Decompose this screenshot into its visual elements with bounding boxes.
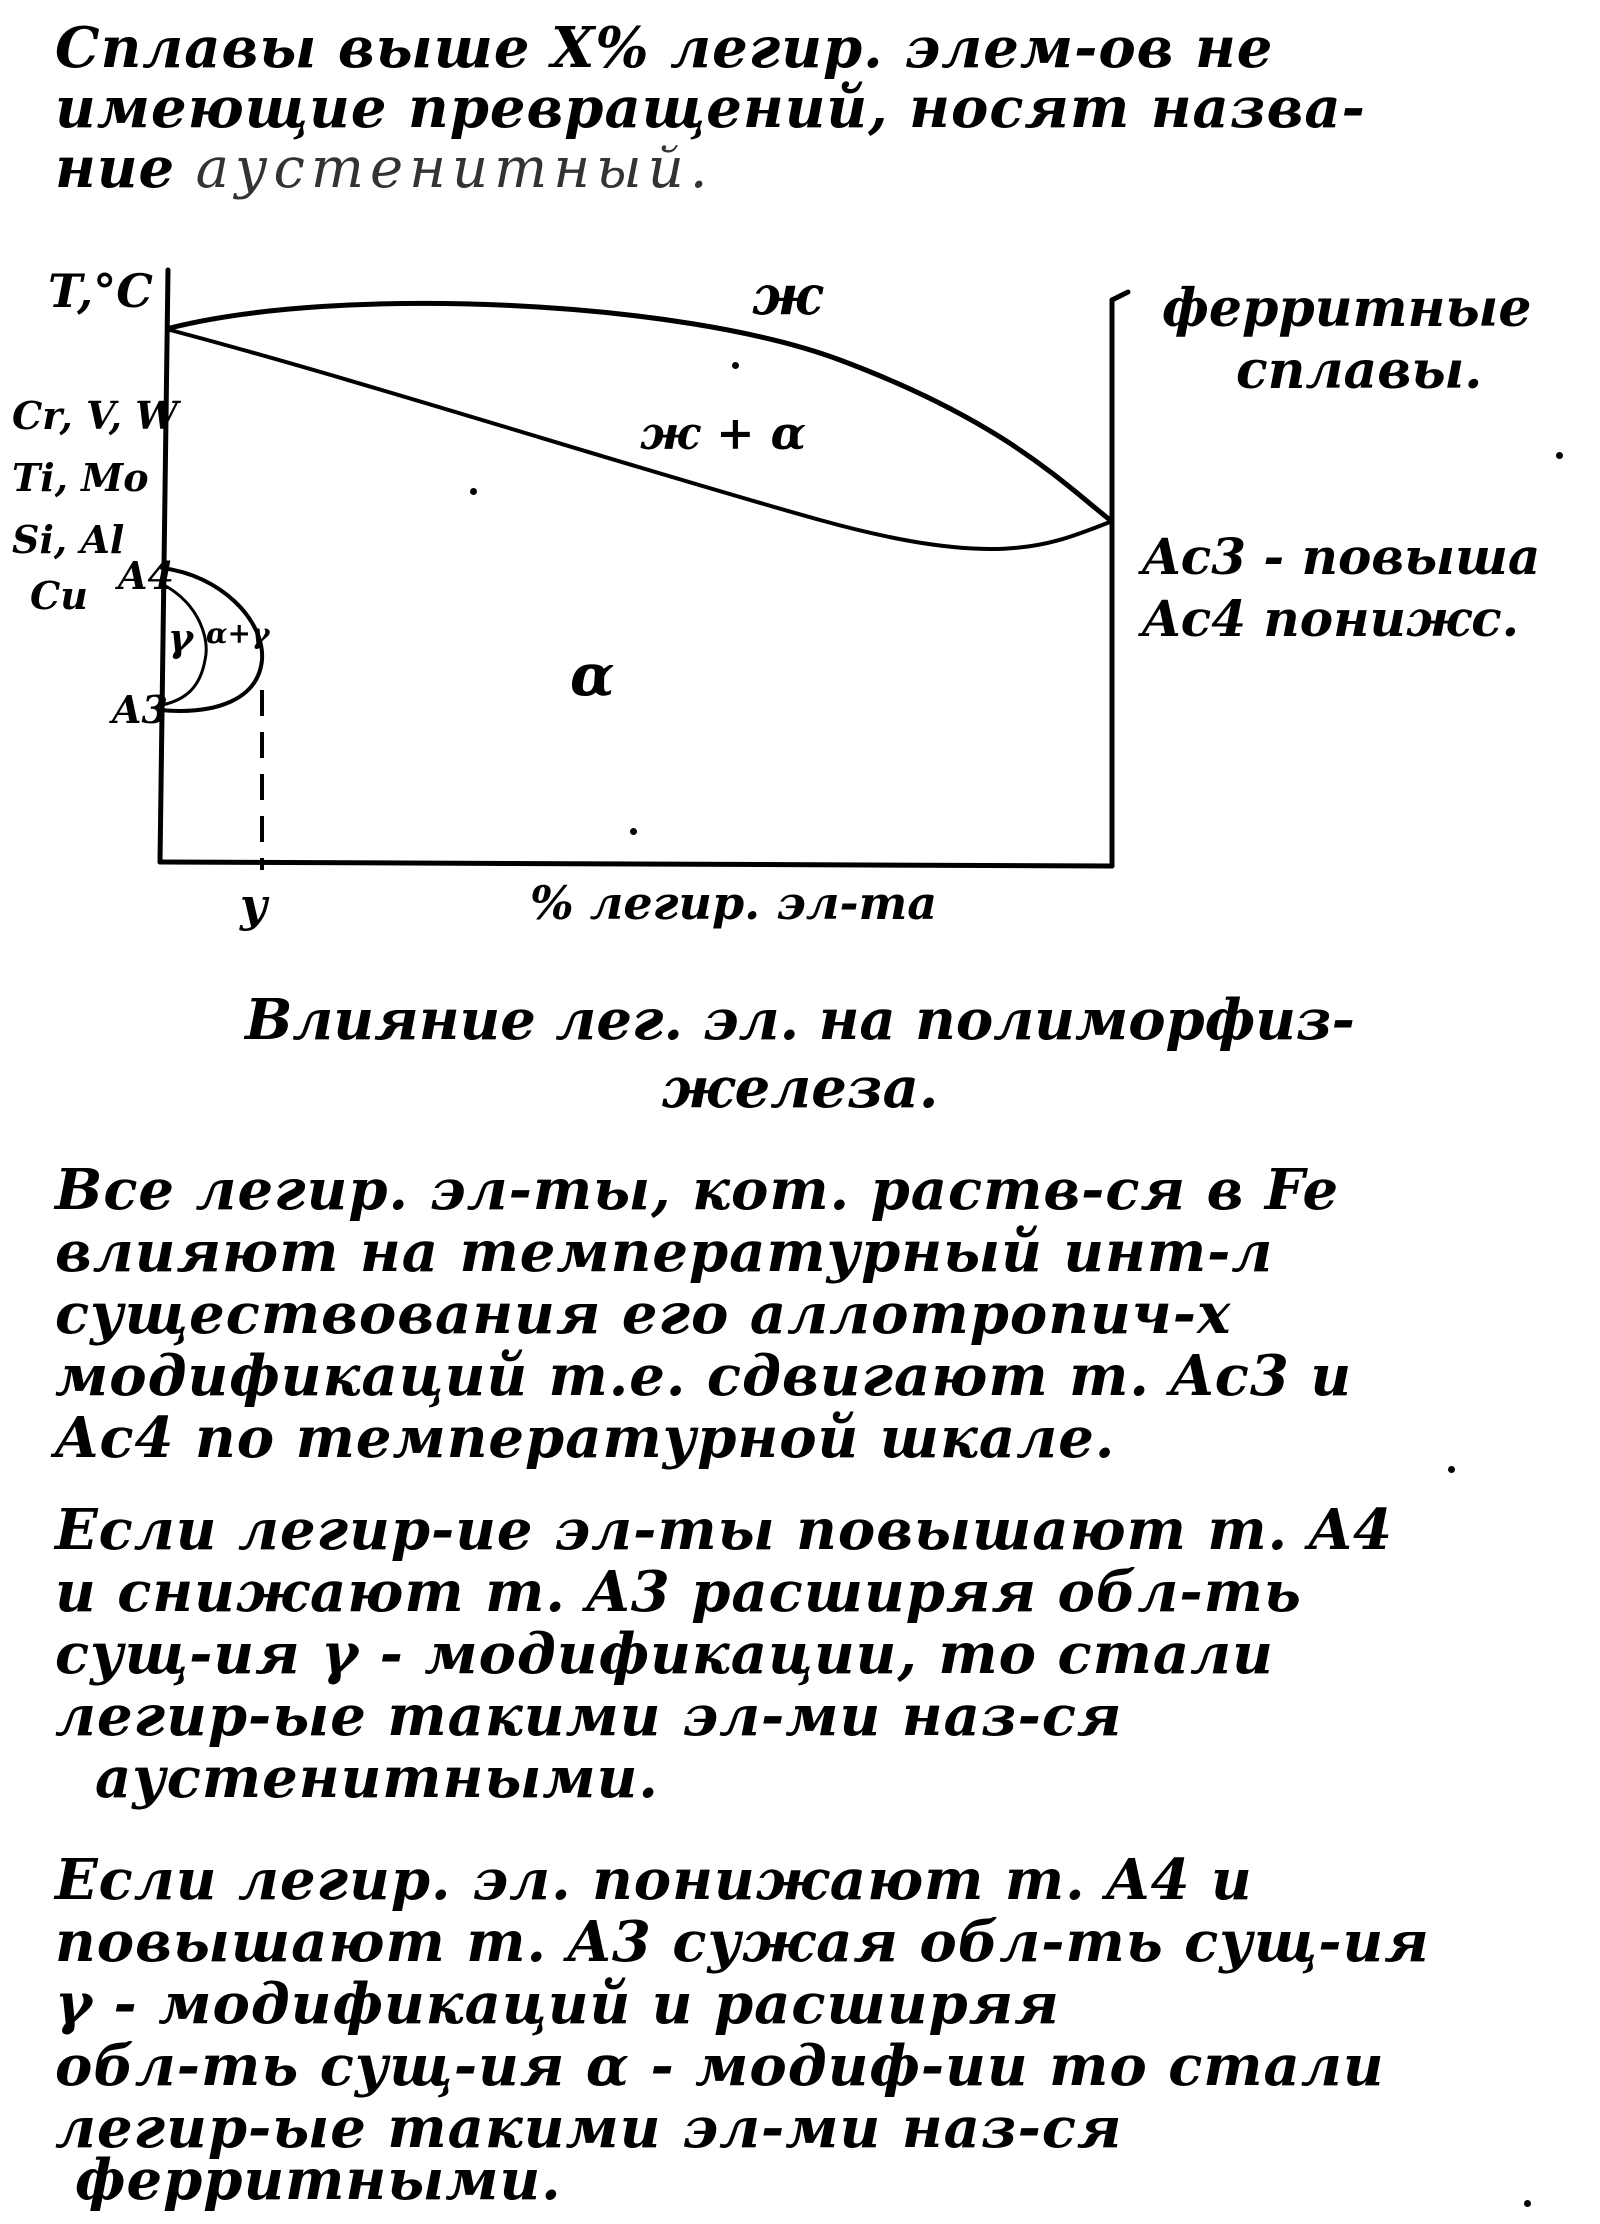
para3-line-4: обл-ть сущ-ия α - модиф-ии то стали: [55, 2033, 1385, 2099]
para1-line-1: Все легир. эл-ты, кот. раств-ся в Fe: [55, 1157, 1340, 1223]
element-cu: Cu: [30, 573, 88, 618]
intro-line-2: имеющие превращений, носят назва-: [55, 75, 1366, 141]
x-axis-label: % легир. эл-та: [530, 876, 938, 930]
y-axis-label: T,°C: [48, 264, 153, 318]
para2-line-4: легир-ые такими эл-ми наз-ся: [55, 1683, 1123, 1749]
para3-line-5: легир-ые такими эл-ми наз-ся: [55, 2095, 1123, 2161]
x-axis-line: [160, 862, 1112, 866]
para1-line-4: модификаций т.е. сдвигают т. Ac3 и: [55, 1343, 1353, 1409]
right-border-tick: [1112, 292, 1128, 300]
para1-line-3: существования его аллотропич-х: [55, 1281, 1232, 1347]
gamma-label: γ: [168, 615, 194, 660]
alpha-label: α: [570, 641, 615, 709]
para2-line-5: аустенитными.: [95, 1745, 659, 1811]
para3-line-6: ферритными.: [75, 2147, 562, 2213]
para2-line-2: и снижают т. A3 расширяя обл-ть: [55, 1559, 1302, 1625]
element-group-1: Cr, V, W: [12, 393, 178, 438]
scan-speck: [1556, 452, 1563, 459]
scan-speck: [1448, 1466, 1455, 1473]
right-note-2: Ac4 понижс.: [1142, 589, 1520, 648]
a4-label: A4: [118, 553, 174, 598]
alpha-gamma-label: α+γ: [206, 617, 270, 650]
a3-label: A3: [112, 687, 168, 732]
intro-line-3-prefix: ние: [55, 135, 176, 201]
heading-line-1: Влияние лег. эл. на полиморфиз-: [245, 987, 1355, 1053]
scan-speck: [732, 362, 739, 369]
liquid-label: ж: [752, 263, 823, 327]
intro-line-1: Сплавы выше X% легир. элем-ов не: [55, 15, 1274, 81]
scan-speck: [1524, 2200, 1531, 2207]
x-marker-label: y: [240, 878, 267, 932]
scan-speck: [630, 828, 637, 835]
para2-line-1: Если легир-ие эл-ты повышают т. A4: [55, 1497, 1393, 1563]
element-group-3: Si, Al: [12, 517, 125, 562]
para3-line-2: повышают т. A3 сужая обл-ть сущ-ия: [55, 1909, 1430, 1975]
para1-line-2: влияют на температурный инт-л: [55, 1219, 1274, 1285]
element-group-2: Ti, Mo: [12, 455, 149, 500]
right-note-1: Ac3 - повыша: [1142, 527, 1541, 586]
heading-line-2: железа.: [661, 1055, 939, 1121]
para3-line-3: γ - модификаций и расширяя: [55, 1971, 1060, 2037]
liquid-alpha-label: ж + α: [640, 406, 807, 460]
right-title-1: ферритные: [1162, 278, 1532, 339]
scan-speck: [470, 488, 477, 495]
intro-line-3-faint: аустенитный.: [195, 136, 714, 201]
para3-line-1: Если легир. эл. понижают т. A4 и: [55, 1847, 1253, 1913]
para2-line-3: сущ-ия γ - модификации, то стали: [55, 1621, 1274, 1687]
right-title-2: сплавы.: [1236, 340, 1483, 401]
para1-line-5: Ac4 по температурной шкале.: [55, 1405, 1116, 1471]
